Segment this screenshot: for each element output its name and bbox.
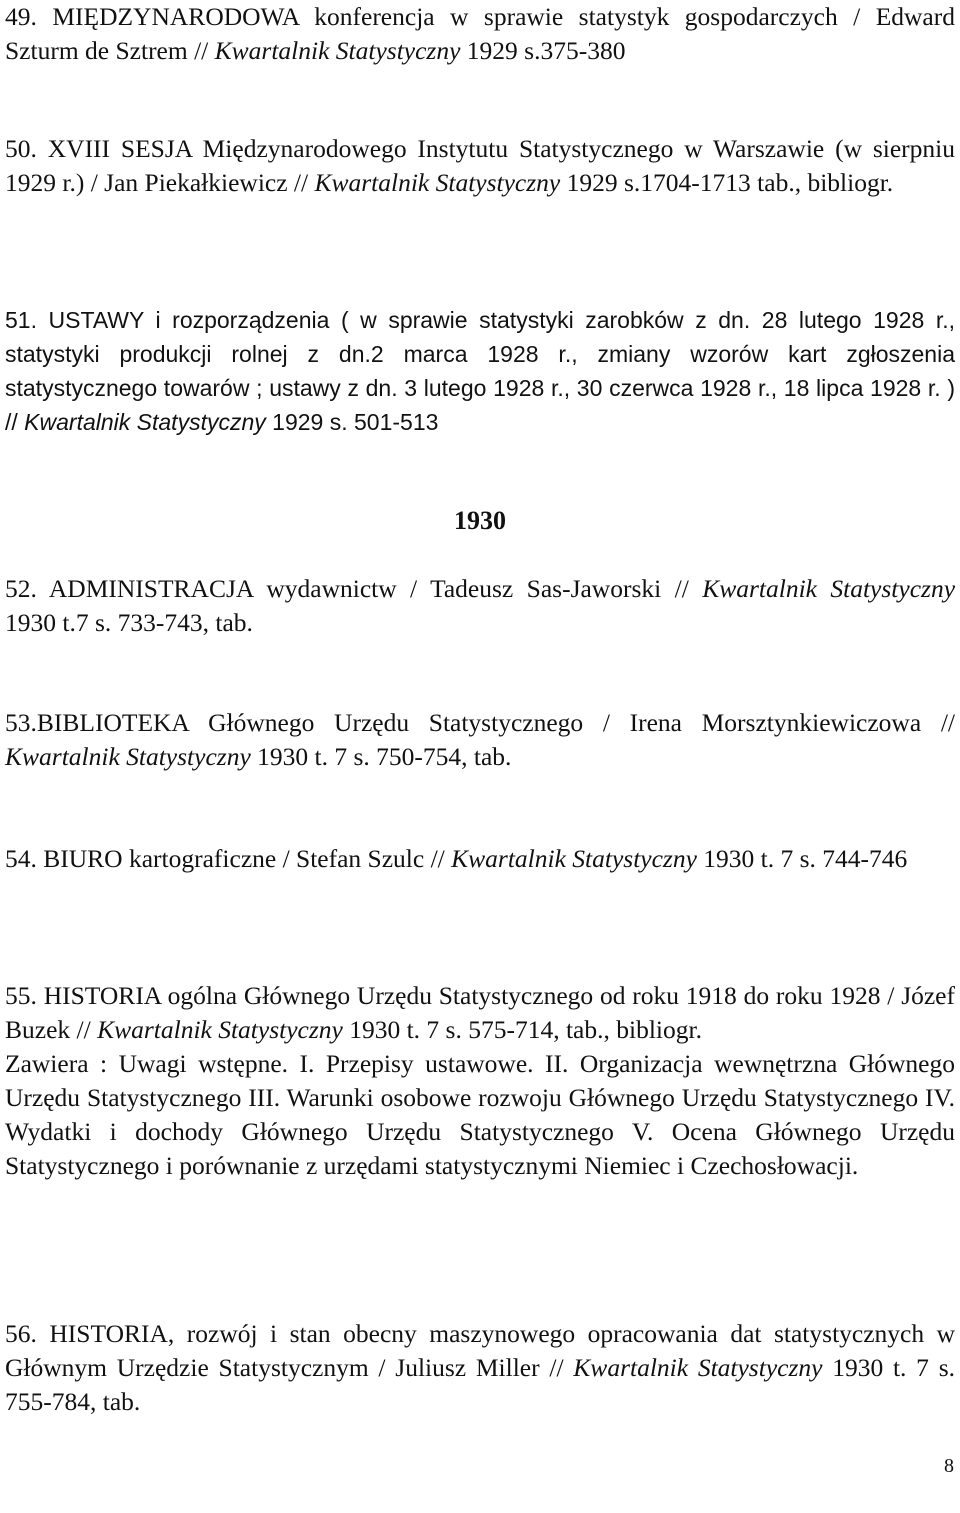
entry-text: rozwój i stan obecny maszynowego opracowania dat statystycznych w Głównym Urzędzie Statystycznym / Juliusz Miller // (5, 1319, 955, 1382)
entry-pages: 1930 t. 7 s. 755-784, tab. (5, 1353, 955, 1416)
entry-contents-note: Zawiera : Uwagi wstępne. I. Przepisy ustawowe. II. Organizacja wewnętrzna Głównego Urzędu Statystycznego III. Warunki osobowe rozwoju Głównego Urzędu Statystycznego IV. Wydatki i dochody Głównego Urzędu Statystycznego V. Ocena Głównego Urzędu Statystycznego i porównanie z urzędami statystycznymi Niemiec i Czechosłowacji. (5, 1049, 955, 1180)
entry-number: 51. (5, 307, 37, 333)
entry-number: 49. (5, 2, 37, 31)
entry-head: BIBLIOTEKA (36, 708, 189, 737)
entry-49 (5, 0, 955, 68)
entry-53 (5, 706, 955, 774)
entry-number: 52. (5, 574, 37, 603)
entry-54 (5, 842, 955, 876)
entry-text: wydawnictw / Tadeusz Sas-Jaworski // (252, 574, 703, 603)
entry-number: 50. (5, 134, 37, 163)
entry-56 (5, 1317, 955, 1419)
entry-head: XVIII SESJA (47, 134, 192, 163)
entry-number: 54. (5, 844, 37, 873)
entry-50 (5, 132, 955, 200)
entry-head: HISTORIA, (49, 1319, 175, 1348)
entry-pages: 1930 t. 7 s. 750-754, tab. (250, 742, 512, 771)
entry-head: USTAWY (48, 307, 144, 333)
journal-title: Kwartalnik Statystyczny (5, 742, 251, 771)
entry-pages: 1930 t.7 s. 733-743, tab. (5, 608, 253, 637)
entry-text: Głównego Urzędu Statystycznego / Irena Morsztynkiewiczowa // (188, 708, 955, 737)
page-number: 8 (944, 1455, 954, 1477)
entry-text: Międzynarodowego Instytutu Statystycznego w Warszawie (w sierpniu 1929 r.) / Jan Piekałkiewicz // (5, 134, 956, 197)
entry-number: 55. (5, 981, 37, 1010)
journal-title: Kwartalnik Statystyczny (573, 1353, 823, 1382)
entry-number: 53. (5, 708, 37, 737)
entry-text: i rozporządzenia ( w sprawie statystyki zarobków z dn. 28 lutego 1928 r., statystyki produkcji rolnej z dn.2 marca 1928 r., zmiany wzorów kart zgłoszenia statystycznego towarów ; ustawy z dn. 3 lutego 1928 r., 30 czerwca 1928 r., 18 lipca 1928 r. ) // (5, 307, 955, 435)
entry-text: ogólna Głównego Urzędu Statystycznego od roku 1918 do roku 1928 / Józef Buzek // (5, 981, 955, 1044)
entry-pages: 1930 t. 7 s. 575-714, tab., bibliogr. (342, 1015, 702, 1044)
journal-title: Kwartalnik Statystyczny (97, 1015, 343, 1044)
entry-pages: 1930 t. 7 s. 744-746 (696, 844, 908, 873)
journal-title: Kwartalnik Statystyczny (702, 574, 956, 603)
entry-head: HISTORIA (43, 981, 161, 1010)
journal-title: Kwartalnik Statystyczny (451, 844, 697, 873)
entry-head: ADMINISTRACJA (48, 574, 253, 603)
entry-text: kartograficzne / Stefan Szulc // (122, 844, 452, 873)
entry-52 (5, 572, 955, 640)
journal-title: Kwartalnik Statystyczny (214, 36, 461, 65)
entry-pages: 1929 s.375-380 (460, 36, 626, 65)
entry-number: 56. (5, 1319, 37, 1348)
entry-pages: 1929 s. 501-513 (265, 409, 439, 435)
entry-text: konferencja w sprawie statystyk gospodarczych / Edward Szturm de Sztrem // (5, 2, 955, 65)
entry-head: MIĘDZYNARODOWA (52, 2, 299, 31)
journal-title: Kwartalnik Statystyczny (24, 409, 266, 435)
entry-pages: 1929 s.1704-1713 tab., bibliogr. (560, 168, 894, 197)
entry-55 (5, 979, 955, 1183)
entry-head: BIURO (43, 844, 123, 873)
year-heading: 1930 (454, 506, 506, 535)
entry-51 (5, 303, 955, 439)
journal-title: Kwartalnik Statystyczny (314, 168, 561, 197)
